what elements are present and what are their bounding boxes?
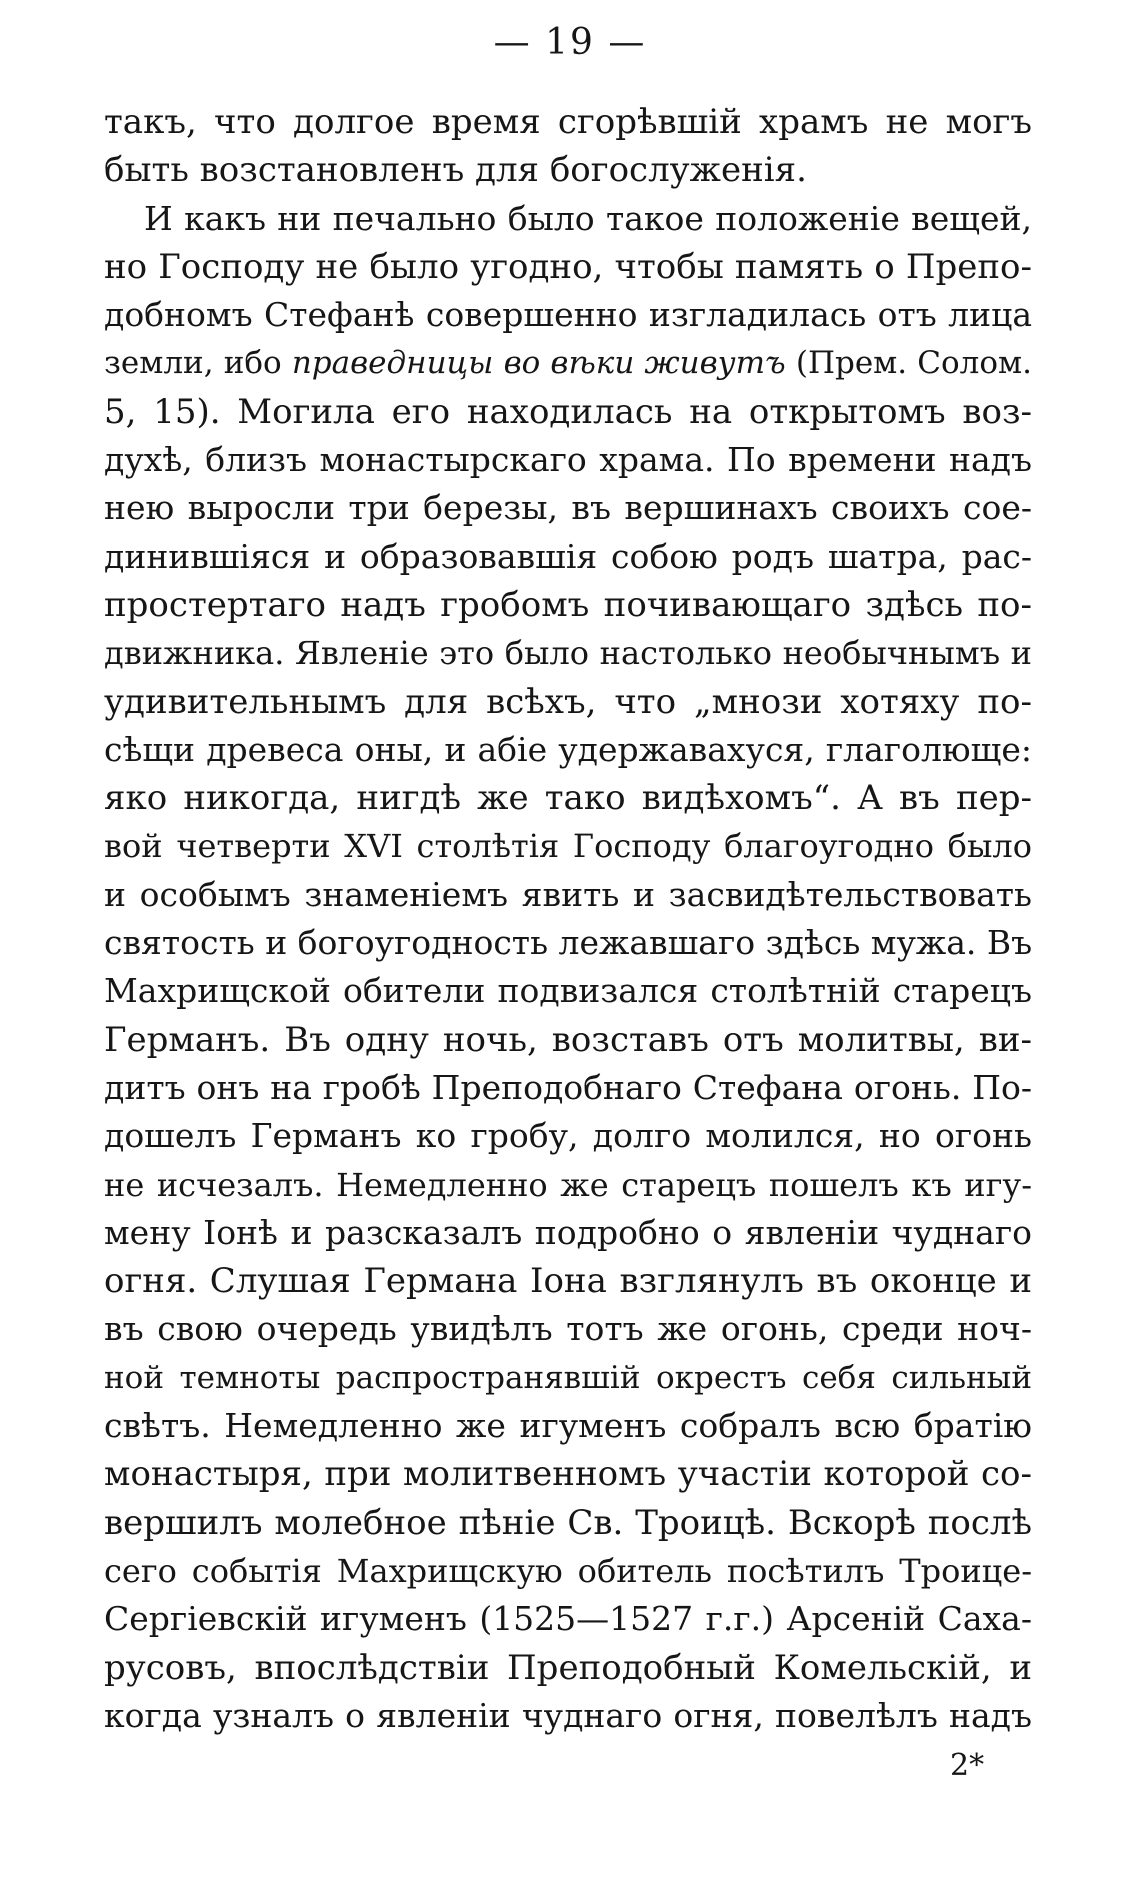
text-line: Германъ. Въ одну ночь, возставъ отъ молитвы, ви- <box>104 1019 1032 1060</box>
page-number: — 19 — <box>493 22 647 63</box>
text-line: ной темноты распространявшій окрестъ себя сильный <box>104 1359 1032 1396</box>
text-fragment: (Прем. Солом. <box>795 345 1032 382</box>
text-line: русовъ, впослѣдствіи Преподобный Комельскій, и <box>104 1647 1032 1688</box>
text-fragment: земли, ибо <box>104 345 282 382</box>
text-line: удивительнымъ для всѣхъ, что „мнози хотяху по- <box>104 681 1032 722</box>
text-line: нею выросли три березы, въ вершинахъ своихъ сое- <box>104 488 1032 528</box>
text-line: вершилъ молебное пѣніе Св. Троицѣ. Вскорѣ послѣ <box>104 1502 1032 1543</box>
text-line: Сергіевскій игуменъ (1525—1527 г.г.) Арсеній Саха- <box>104 1599 1032 1639</box>
text-line: динившіяся и образовавшія собою родъ шатра, рас- <box>104 536 1032 576</box>
text-line: такъ, что долгое время сгорѣвшій храмъ не могъ <box>104 102 1032 142</box>
text-line: свѣтъ. Немедленно же игуменъ собралъ всю братію <box>104 1406 1032 1446</box>
text-line: 5, 15). Могила его находилась на открытомъ воз- <box>104 391 1032 432</box>
text-line: простертаго надъ гробомъ почивающаго здѣсь по- <box>104 584 1032 625</box>
text-line: сѣщи древеса оны, и абіе удержавахуся, глаголюще: <box>104 729 1032 769</box>
italic-quote: праведницы во вѣки живутъ <box>291 345 786 382</box>
text-line: когда узналъ о явленіи чуднаго огня, повелѣлъ надъ <box>104 1695 1032 1735</box>
text-line: И какъ ни печально было такое положеніе вещей, <box>144 198 1032 238</box>
text-line: быть возстановленъ для богослуженія. <box>104 150 807 191</box>
text-line: дитъ онъ на гробѣ Преподобнаго Стефана огонь. По- <box>104 1067 1032 1107</box>
text-line: добномъ Стефанѣ совершенно изгладилась отъ лица <box>104 295 1032 335</box>
text-line: дошелъ Германъ ко гробу, долго молился, но огонь <box>104 1116 1032 1156</box>
printer-signature-mark: 2* <box>950 1748 985 1783</box>
text-line: и особымъ знаменіемъ явить и засвидѣтельствовать <box>104 874 1032 914</box>
text-line: яко никогда, нигдѣ же тако видѣхомъ“. А въ пер- <box>104 778 1032 819</box>
text-line: Махрищской обители подвизался столѣтній старецъ <box>104 971 1032 1011</box>
text-line: монастыря, при молитвенномъ участіи которой со- <box>104 1454 1032 1495</box>
text-line: не исчезалъ. Немедленно же старецъ пошелъ къ игу- <box>104 1165 1032 1204</box>
body-text <box>104 98 1032 1788</box>
text-line-with-quote <box>104 339 1032 387</box>
text-line: вой четверти XVI столѣтія Господу благоугодно было <box>104 827 1032 866</box>
text-line: огня. Слушая Германа Іона взглянулъ въ оконце и <box>104 1261 1032 1302</box>
text-line: движника. Явленіе это было настолько необычнымъ и <box>104 634 1032 673</box>
text-line: мену Іонѣ и разсказалъ подробно о явленіи чуднаго <box>104 1212 1032 1252</box>
text-line <box>104 1740 1032 1788</box>
text-line: въ свою очередь увидѣлъ тотъ же огонь, среди ноч- <box>104 1309 1032 1349</box>
text-line: духѣ, близъ монастырскаго храма. По времени надъ <box>104 440 1032 480</box>
text-line: сего событія Махрищскую обитель посѣтилъ Троице- <box>104 1551 1032 1590</box>
text-line: но Господу не было угодно, чтобы память о Препо- <box>104 246 1032 287</box>
text-line: святость и богоугодность лежавшаго здѣсь мужа. Въ <box>104 923 1032 963</box>
